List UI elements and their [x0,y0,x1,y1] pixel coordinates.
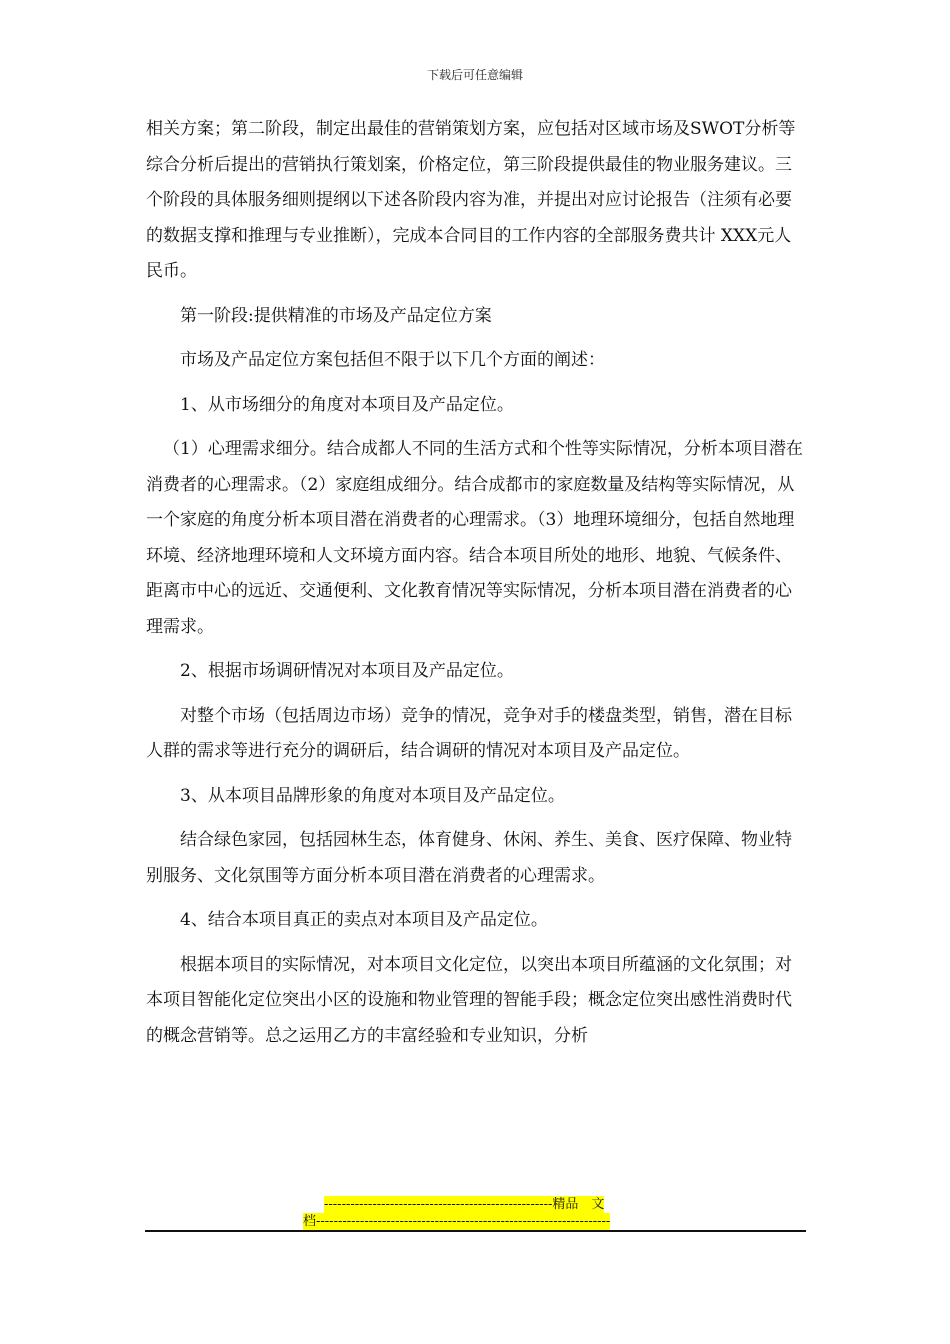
paragraph-8: 3、从本项目品牌形象的角度对本项目及产品定位。 [180,785,565,806]
paragraph-4: 1、从市场细分的角度对本项目及产品定位。 [180,394,514,415]
footer-rule [145,1230,806,1232]
paragraph-5: （1）心理需求细分。结合成都人不同的生活方式和个性等实际情况，分析本项目潜在消费者的心理需求。（2）家庭组成细分。结合成都市的家庭数量及结构等实际情况，从一个家庭的角度分析本项目潜在消费者的心理需求。（3）地理环境细分，包括自然地理环境、经济地理环境和人文环境方面内容。结合本项目所处的地形、地貌、气候条件、距离市中心的远近、交通便利、文化教育情况等实际情况，分析本项目潜在消费者的心理需求。 [146,439,803,637]
document-body [146,112,808,1054]
paragraph-1: 相关方案；第二阶段，制定出最佳的营销策划方案，应包括对区域市场及SWOT分析等综合分析后提出的营销执行策划案，价格定位，第三阶段提供最佳的物业服务建议。三个阶段的具体服务细则提纲以下述各阶段内容为准，并提出对应讨论报告（注须有必要的数据支撑和推理与专业推断），完成本合同目的工作内容的全部服务费共计 XXX元人民币。 [146,119,796,281]
footer-highlight-line-1: ----------------------------------------------------精品 文 [324,1197,605,1212]
page-header: 下载后可任意编辑 [426,68,523,82]
footer-highlight-line-2: 档------------------------------------------------------------------- [303,1214,611,1229]
paragraph-9: 结合绿色家园，包括园林生态，体育健身、休闲、养生、美食、医疗保障、物业特别服务、文化氛围等方面分析本项目潜在消费者的心理需求。 [146,830,792,886]
paragraph-2: 第一阶段:提供精准的市场及产品定位方案 [180,305,492,326]
paragraph-3: 市场及产品定位方案包括但不限于以下几个方面的阐述： [180,350,605,370]
paragraph-7: 对整个市场（包括周边市场）竞争的情况，竞争对手的楼盘类型，销售，潜在目标人群的需求等进行充分的调研后，结合调研的情况对本项目及产品定位。 [146,705,792,761]
paragraph-11: 根据本项目的实际情况，对本项目文化定位，以突出本项目所蕴涵的文化氛围；对本项目智能化定位突出小区的设施和物业管理的智能手段；概念定位突出感性消费时代的概念营销等。总之运用乙方的丰富经验和专业知识，分析 [146,954,792,1046]
paragraph-6: 2、根据市场调研情况对本项目及产品定位。 [180,661,514,681]
paragraph-10: 4、结合本项目真正的卖点对本项目及产品定位。 [180,910,548,930]
